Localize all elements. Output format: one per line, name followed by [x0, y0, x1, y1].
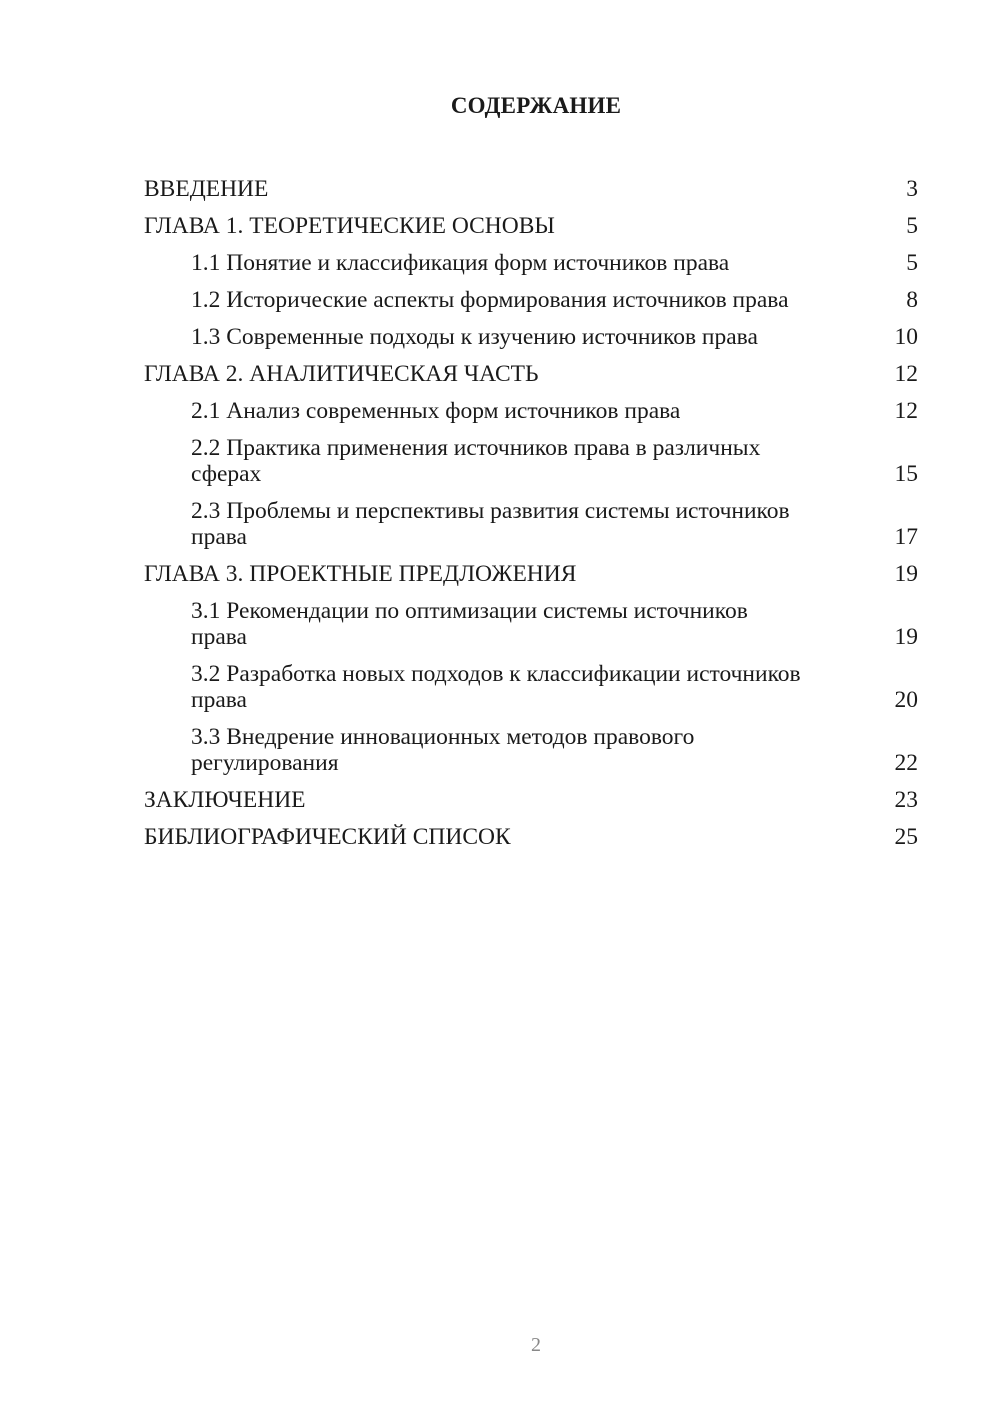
toc-entry-title: 3.3 Внедрение инновационных методов правового регулирования [191, 723, 695, 776]
toc-entry-page: 20 [894, 686, 918, 713]
toc-entry-title: 1.2 Исторические аспекты формирования источников права [191, 286, 789, 313]
toc-entry-bibliography[interactable] [144, 818, 918, 855]
toc-entry-chapter-2[interactable] [144, 355, 918, 392]
toc-entry-conclusion[interactable] [144, 781, 918, 818]
toc-entry-section-3-3[interactable] [144, 718, 918, 781]
toc-entry-section-2-3[interactable] [144, 492, 918, 555]
toc-entry-section-2-2[interactable] [144, 429, 918, 492]
toc-entry-page: 8 [906, 286, 918, 313]
toc-entry-chapter-3[interactable] [144, 555, 918, 592]
toc-entry-page: 12 [894, 397, 918, 424]
page-number: 2 [531, 1334, 541, 1356]
toc-entry-title: 3.2 Разработка новых подходов к классификации источников права [191, 660, 801, 713]
toc-entry-title: ГЛАВА 3. ПРОЕКТНЫЕ ПРЕДЛОЖЕНИЯ [144, 560, 577, 587]
toc-entry-title: 3.1 Рекомендации по оптимизации системы источников права [191, 597, 748, 650]
toc-entry-title: ВВЕДЕНИЕ [144, 175, 269, 202]
toc-entry-title: БИБЛИОГРАФИЧЕСКИЙ СПИСОК [144, 823, 511, 850]
toc-entry-title: 2.3 Проблемы и перспективы развития системы источников права [191, 497, 790, 550]
toc-entry-page: 25 [894, 823, 918, 850]
toc-entry-title: 2.1 Анализ современных форм источников права [191, 397, 681, 424]
page-title: СОДЕРЖАНИЕ [450, 93, 622, 118]
toc-entry-section-1-2[interactable] [144, 281, 918, 318]
toc-entry-section-3-2[interactable] [144, 655, 918, 718]
toc-entry-title: ЗАКЛЮЧЕНИЕ [144, 786, 306, 813]
toc-entry-page: 22 [894, 749, 918, 776]
toc-entry-page: 5 [906, 212, 918, 239]
toc-entry-page: 12 [894, 360, 918, 387]
toc-entry-page: 17 [894, 523, 918, 550]
table-of-contents [144, 170, 918, 855]
toc-entry-chapter-1[interactable] [144, 207, 918, 244]
toc-entry-page: 23 [894, 786, 918, 813]
toc-entry-title: 2.2 Практика применения источников права в различных сферах [191, 434, 761, 487]
toc-entry-page: 19 [894, 560, 918, 587]
toc-entry-introduction[interactable] [144, 170, 918, 207]
toc-entry-title: 1.1 Понятие и классификация форм источников права [191, 249, 730, 276]
toc-entry-title: ГЛАВА 1. ТЕОРЕТИЧЕСКИЕ ОСНОВЫ [144, 212, 555, 239]
toc-entry-section-1-3[interactable] [144, 318, 918, 355]
toc-entry-page: 5 [906, 249, 918, 276]
toc-entry-title: ГЛАВА 2. АНАЛИТИЧЕСКАЯ ЧАСТЬ [144, 360, 539, 387]
toc-entry-section-1-1[interactable] [144, 244, 918, 281]
toc-entry-section-2-1[interactable] [144, 392, 918, 429]
toc-entry-page: 15 [894, 460, 918, 487]
toc-entry-title: 1.3 Современные подходы к изучению источников права [191, 323, 758, 350]
toc-entry-page: 3 [906, 175, 918, 202]
toc-entry-section-3-1[interactable] [144, 592, 918, 655]
toc-entry-page: 10 [894, 323, 918, 350]
toc-entry-page: 19 [894, 623, 918, 650]
